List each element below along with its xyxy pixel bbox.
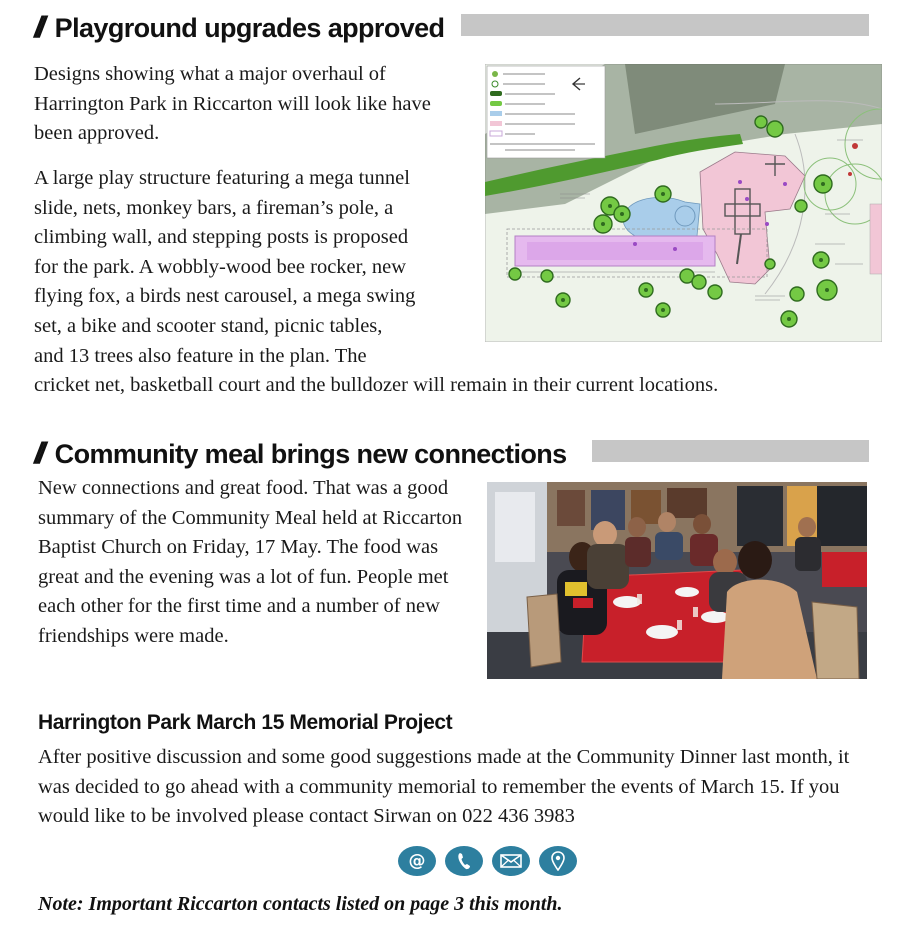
article1-line: set, a bike and scooter stand, picnic tables, [34, 314, 383, 337]
article1-heading-row [34, 11, 444, 45]
article2-heading-bar [592, 440, 869, 462]
article1-line: slide, nets, monkey bars, a fireman’s pole, a [34, 196, 394, 219]
heading-slashes-icon: // [34, 11, 41, 44]
article1-heading-bar [461, 14, 869, 36]
article2-heading-row [34, 437, 567, 471]
envelope-glyph [500, 854, 522, 868]
park-plan-image [485, 64, 882, 342]
envelope-icon[interactable] [492, 846, 530, 876]
article3-paragraph-text: After positive discussion and some good suggestions made at the Community Dinner last month, it was decided to go ahead with a community memorial to remember the events of March 15. If you would like to be involved please contact Sirwan on 022 436 3983 [38, 746, 850, 828]
article3-paragraph [38, 743, 868, 832]
article1-intro-text: Designs showing what a major overhaul of Harrington Park in Riccarton will look like have been approved. [34, 63, 431, 145]
email-icon[interactable]: @ [398, 846, 436, 876]
article1-paragraph [34, 164, 474, 371]
heading-slashes-icon: // [34, 437, 41, 470]
park-plan-drawing [485, 64, 882, 342]
article1-line: for the park. A wobbly-wood bee rocker, new [34, 255, 407, 278]
location-icon[interactable] [539, 846, 577, 876]
article1-line: flying fox, a birds nest carousel, a mega swing [34, 285, 416, 308]
article1-intro [34, 60, 464, 149]
location-glyph [551, 851, 565, 871]
community-meal-photo [487, 482, 867, 679]
article2-heading: Community meal brings new connections [54, 438, 567, 469]
article3-heading: Harrington Park March 15 Memorial Project [38, 711, 453, 734]
article2-paragraph-text: New connections and great food. That was a good summary of the Community Meal held at Riccarton Baptist Church on Friday, 17 May. The food was great and the evening was a lot of fun. People met each other for the first time and a number of new friendships were made. [38, 477, 463, 647]
article2-paragraph [38, 474, 484, 652]
article1-paragraph-end: cricket net, basketball court and the bulldozer will remain in their current locations. [34, 374, 719, 396]
article1-heading: Playground upgrades approved [54, 12, 445, 43]
phone-icon[interactable] [445, 846, 483, 876]
community-meal-drawing [487, 482, 867, 679]
article1-line: and 13 trees also feature in the plan. The [34, 344, 367, 367]
article1-line: climbing wall, and stepping posts is proposed [34, 226, 409, 249]
contact-icons [398, 846, 577, 876]
contacts-note: Note: Important Riccarton contacts listed on page 3 this month. [38, 893, 563, 915]
article1-line: A large play structure featuring a mega tunnel [34, 167, 410, 189]
phone-glyph [457, 852, 471, 870]
